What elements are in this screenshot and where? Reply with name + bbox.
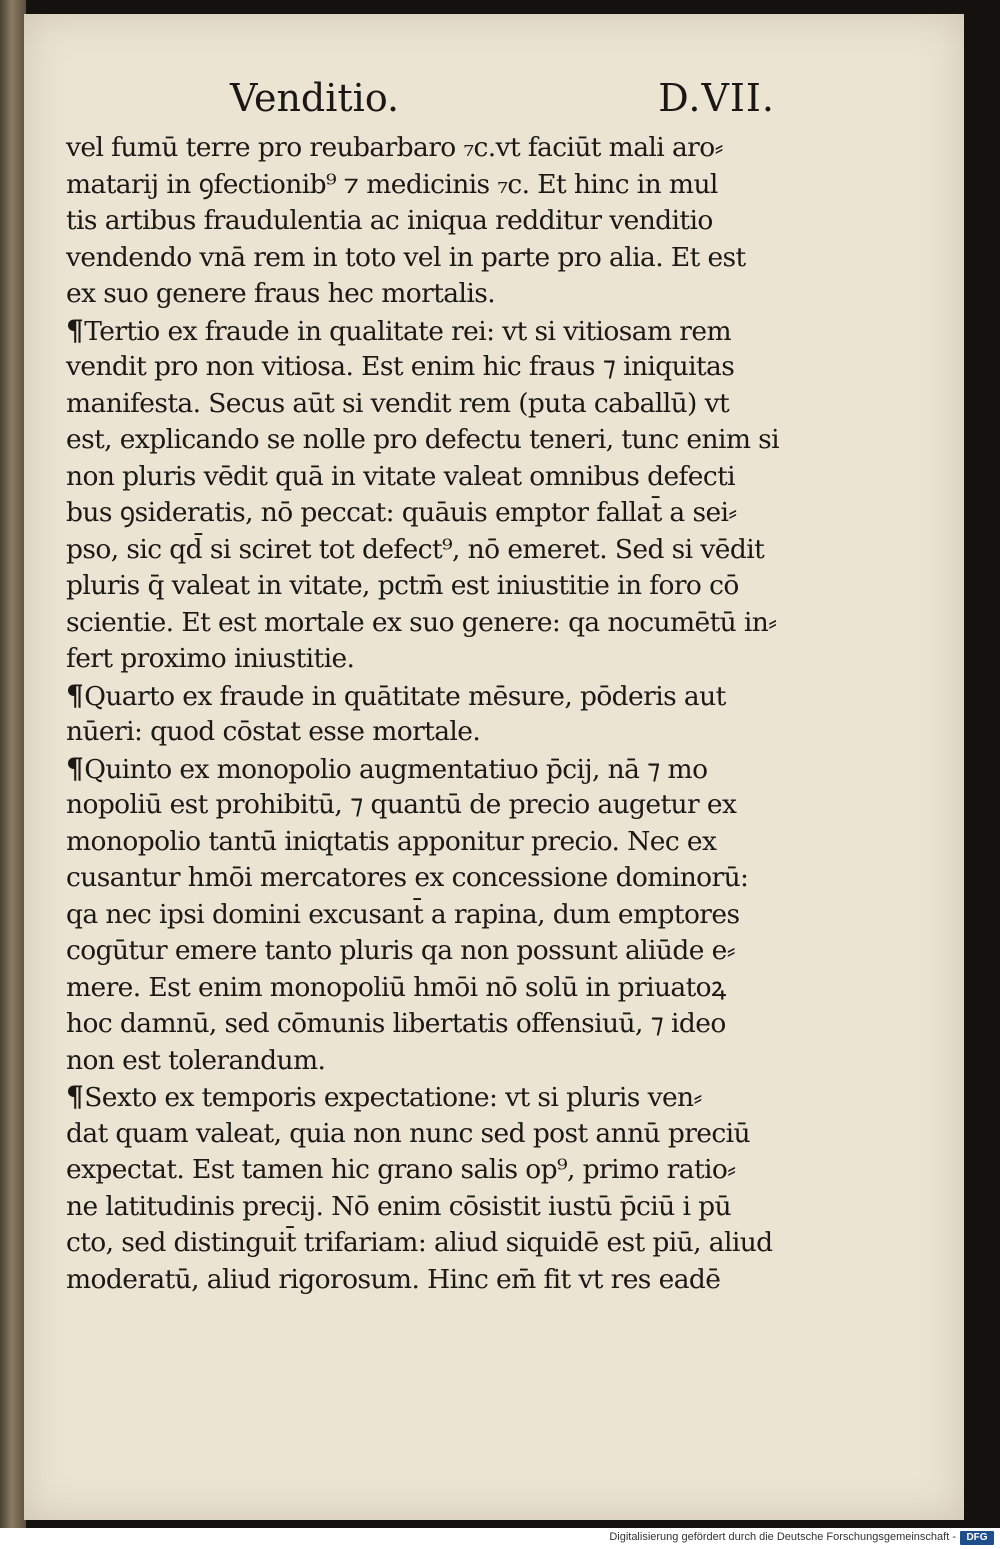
line-text: manifesta. Secus aūt si vendit rem (puta caballū) vt <box>66 387 730 419</box>
text-line <box>66 1225 773 1262</box>
line-text: vendendo vnā rem in toto vel in parte pro alia. Et est <box>66 241 746 273</box>
line-text: ex suo genere fraus hec mortalis. <box>66 278 496 309</box>
running-head <box>230 70 775 130</box>
text-line <box>66 313 766 350</box>
footer-bar <box>0 1528 1000 1549</box>
line-text: cusantur hmōi mercatores ex concessione dominorū: <box>66 862 749 893</box>
text-line <box>66 714 766 751</box>
line-text: nūeri: quod cōstat esse mortale. <box>66 716 481 747</box>
text-line <box>66 1189 766 1226</box>
text-line <box>66 751 766 788</box>
text-line <box>66 386 766 423</box>
line-text: matarij in ꝯfectionib⁹ ⁊ medicinis ₇c. Et hinc in mul <box>66 168 718 200</box>
line-text: scientie. Et est mortale ex suo genere: qa nocumētū in⸗ <box>66 606 777 638</box>
pilcrow-mark: ¶ <box>66 751 84 785</box>
line-text: vendit pro non vitiosa. Est enim hic fraus ⁊ iniquitas <box>66 351 735 382</box>
line-text: monopolio tantū iniqtatis apponitur precio. Nec ex <box>66 825 717 857</box>
funding-credit: Digitalisierung gefördert durch die Deutsche Forschungsgemeinschaft - <box>609 1531 956 1543</box>
line-text: hoc damnū, sed cōmunis libertatis offensiuū, ⁊ ideo <box>66 1008 726 1039</box>
folio-number: D.VII. <box>658 76 775 120</box>
text-line <box>66 605 777 642</box>
text-line <box>66 1152 766 1189</box>
running-head-title: Venditio. <box>230 76 400 120</box>
text-line <box>66 641 766 678</box>
line-text: Tertio ex fraude in qualitate rei: vt si vitiosam rem <box>84 315 731 347</box>
line-text: vel fumū terre pro reubarbaro ₇c.vt faciūt mali aro⸗ <box>66 132 723 163</box>
text-line <box>66 678 766 715</box>
text-line <box>66 1262 766 1299</box>
dfg-logo: DFG <box>960 1531 994 1545</box>
text-line <box>66 1079 766 1116</box>
text-line <box>66 933 766 970</box>
line-text: ne latitudinis precij. Nō enim cōsistit iustū p̄ciū i pū <box>66 1190 731 1222</box>
text-line <box>66 459 766 496</box>
text-line <box>66 422 780 459</box>
line-text: fert proximo iniustitie. <box>66 643 355 674</box>
text-line <box>66 824 766 861</box>
text-line <box>66 897 766 934</box>
line-text: pluris q̄ valeat in vitate, pctm̄ est iniustitie in foro cō <box>66 570 739 601</box>
line-text: moderatū, aliud rigorosum. Hinc em̄ fit vt res eadē <box>66 1263 721 1295</box>
line-text: tis artibus fraudulentia ac iniqua redditur venditio <box>66 205 713 236</box>
text-line <box>66 970 766 1007</box>
pilcrow-mark: ¶ <box>66 1080 84 1113</box>
line-text: Quarto ex fraude in quātitate mēsure, pōderis aut <box>84 680 726 712</box>
line-text: Sexto ex temporis expectatione: vt si pluris ven⸗ <box>84 1082 702 1113</box>
text-line <box>66 1006 766 1043</box>
line-text: mere. Est enim monopoliū hmōi nō solū in priuatoꝝ <box>66 971 726 1003</box>
line-text: nopoliū est prohibitū, ⁊ quantū de precio augetur ex <box>66 789 737 820</box>
text-line <box>66 167 766 204</box>
text-block <box>66 130 780 1298</box>
text-line <box>66 532 766 569</box>
text-line <box>66 495 766 532</box>
line-text: dat quam valeat, quia non nunc sed post annū preciū <box>66 1117 750 1149</box>
line-text: expectat. Est tamen hic grano salis op⁹, primo ratio⸗ <box>66 1154 736 1185</box>
line-text: cogūtur emere tanto pluris qa non possunt aliūde e⸗ <box>66 935 735 966</box>
text-line <box>66 130 766 167</box>
text-line <box>66 787 766 824</box>
text-line <box>66 1116 766 1153</box>
line-text: non est tolerandum. <box>66 1044 326 1076</box>
text-line <box>66 860 766 897</box>
text-line <box>66 240 766 277</box>
text-line <box>66 203 766 240</box>
pilcrow-mark: ¶ <box>66 313 84 347</box>
line-text: bus ꝯsideratis, nō peccat: quāuis emptor fallat̄ a sei⸗ <box>66 497 737 528</box>
book-spine-edge <box>0 0 26 1528</box>
line-text: cto, sed distinguit̄ trifariam: aliud siquidē est piū, aliud <box>66 1227 773 1258</box>
text-line <box>66 568 766 605</box>
line-text: pso, sic qd̄ si sciret tot defect⁹, nō emeret. Sed si vēdit <box>66 533 765 565</box>
text-line <box>66 349 766 386</box>
text-line <box>66 1043 766 1080</box>
line-text: non pluris vēdit quā in vitate valeat omnibus defecti <box>66 460 736 492</box>
line-text: qa nec ipsi domini excusant̄ a rapina, dum emptores <box>66 898 740 930</box>
line-text: est, explicando se nolle pro defectu teneri, tunc enim si <box>66 424 780 455</box>
line-text: Quinto ex monopolio augmentatiuo p̄cij, nā ⁊ mo <box>84 753 708 785</box>
pilcrow-mark: ¶ <box>66 678 84 712</box>
text-line <box>66 276 766 313</box>
